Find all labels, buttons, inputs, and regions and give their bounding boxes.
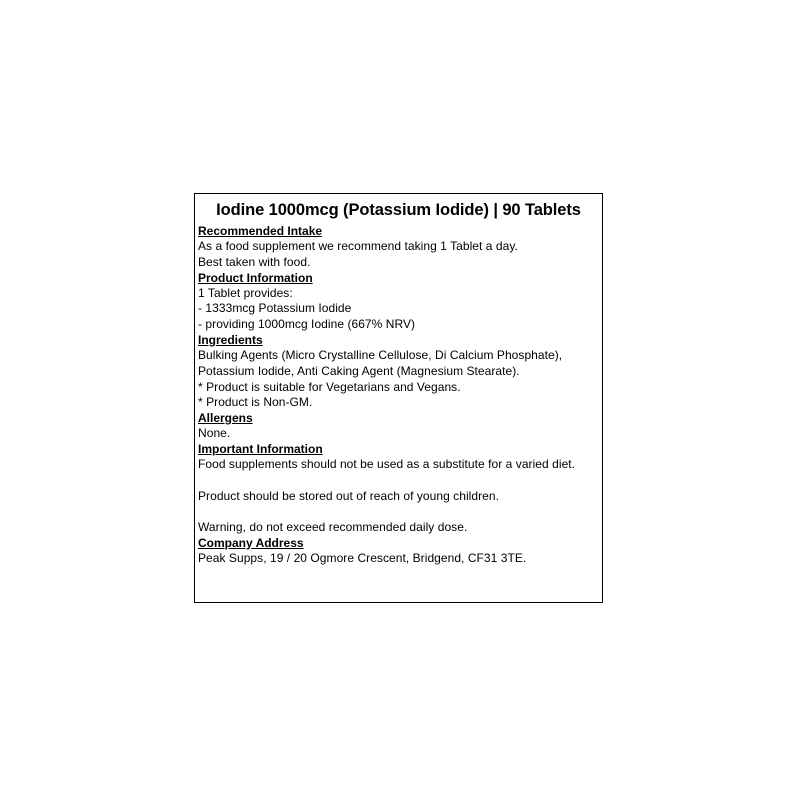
important-information-line: Product should be stored out of reach of young children. — [198, 488, 499, 503]
allergens-heading: Allergens — [198, 411, 253, 426]
important-information-section — [198, 442, 599, 536]
recommended-intake-line: As a food supplement we recommend taking 1 Tablet a day. — [198, 239, 518, 253]
recommended-intake-section — [198, 224, 599, 271]
company-address-section — [198, 536, 599, 567]
product-information-heading: Product Information — [198, 270, 313, 285]
company-address-heading: Company Address — [198, 535, 304, 550]
ingredients-line: Potassium Iodide, Anti Caking Agent (Magnesium Stearate). — [198, 363, 520, 378]
allergens-line: None. — [198, 426, 231, 441]
important-information-heading: Important Information — [198, 441, 323, 456]
product-label-box — [194, 193, 603, 603]
product-information-section — [198, 271, 599, 333]
product-information-line: 1 Tablet provides: — [198, 285, 293, 300]
product-information-line: - providing 1000mcg Iodine (667% NRV) — [198, 317, 416, 332]
recommended-intake-heading: Recommended Intake — [198, 224, 323, 238]
ingredients-section — [198, 333, 599, 411]
ingredients-line: * Product is Non-GM. — [198, 395, 313, 410]
recommended-intake-line: Best taken with food. — [198, 254, 311, 269]
product-information-line: - 1333mcg Potassium Iodide — [198, 301, 352, 316]
product-title: Iodine 1000mcg (Potassium Iodide) | 90 Tablets — [216, 201, 581, 219]
paragraph-spacer — [198, 473, 599, 489]
ingredients-line: * Product is suitable for Vegetarians and Vegans. — [198, 379, 461, 394]
ingredients-heading: Ingredients — [198, 332, 263, 347]
important-information-line: Warning, do not exceed recommended daily dose. — [198, 520, 468, 535]
company-address-line: Peak Supps, 19 / 20 Ogmore Crescent, Bridgend, CF31 3TE. — [198, 550, 527, 565]
paragraph-spacer — [198, 504, 599, 520]
ingredients-line: Bulking Agents (Micro Crystalline Cellulose, Di Calcium Phosphate), — [198, 347, 563, 362]
allergens-section — [198, 411, 599, 442]
important-information-line: Food supplements should not be used as a substitute for a varied diet. — [198, 456, 576, 471]
